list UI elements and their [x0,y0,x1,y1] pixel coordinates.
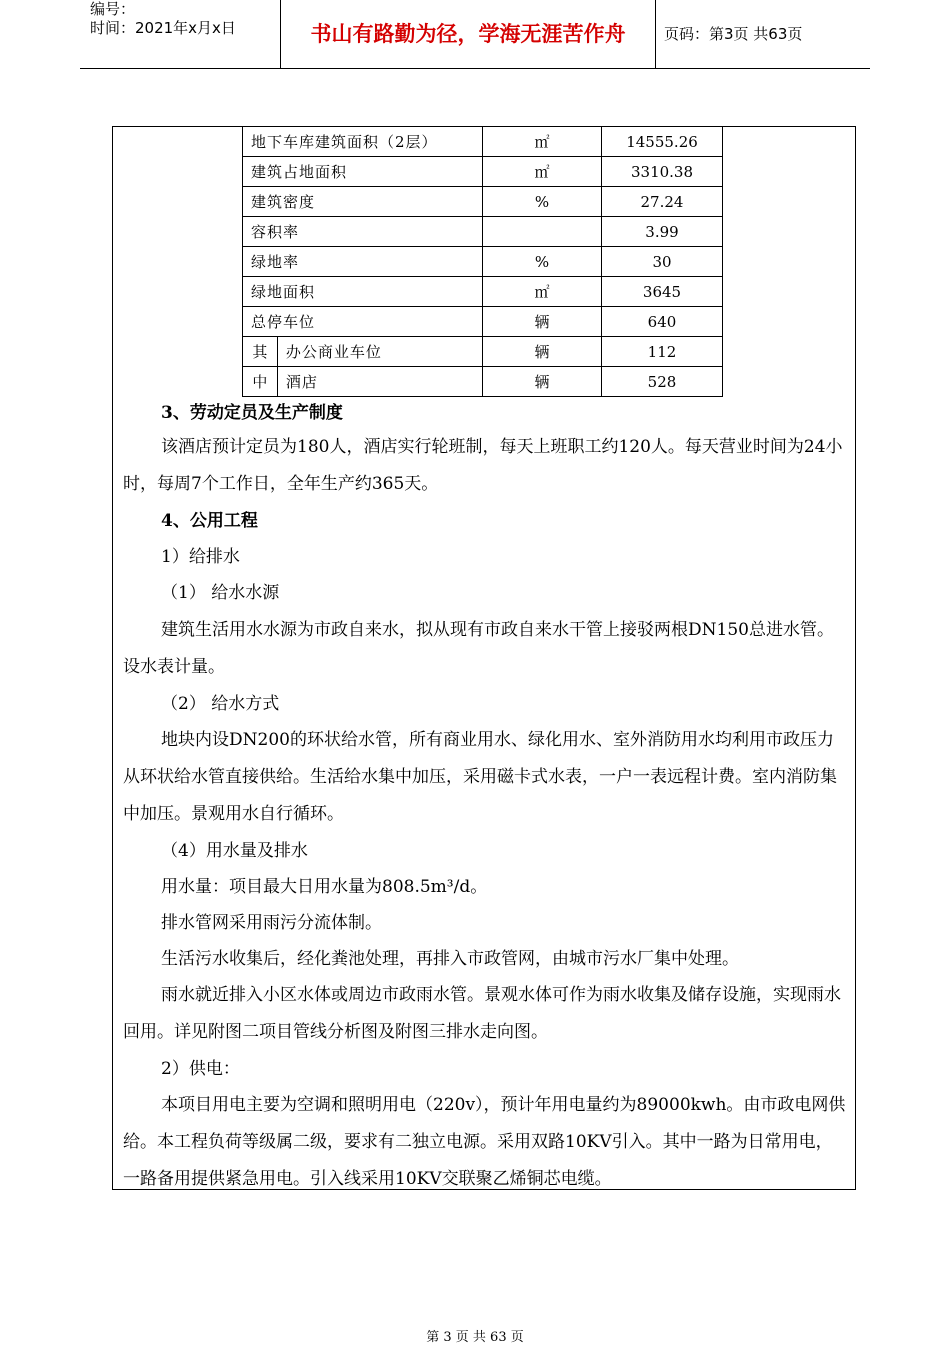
water-source-heading: （1） 给水水源 [161,583,280,603]
project-index-table [242,126,723,397]
doc-number-label: 编号： [90,0,136,18]
group-label-top: 其 [243,337,278,367]
sewage-paragraph: 生活污水收集后，经化粪池处理，再排入市政管网，由城市污水厂集中处理。 [161,949,739,969]
content-frame [112,126,856,1190]
table-row: 建筑密度 % 27.24 [243,187,723,217]
header-page-number: 页码：第3页 共63页 [664,25,803,43]
drainage-system-paragraph: 排水管网采用雨污分流体制。 [161,913,382,933]
power-paragraph: 本项目用电主要为空调和照明用电（220v），预计年用电量约为89000kwh。由市政电网供给。本工程负荷等级属二级，要求有二独立电源。采用双路10KV引入。其中一路为日常用电，一路备用提供紧急用电。引入线采用10KV交联聚乙烯铜芯电缆。 [123,1095,846,1189]
water-method-heading: （2） 给水方式 [161,694,280,714]
table-row: 其 办公商业车位 辆 112 [243,337,723,367]
page-footer: 第 3 页 共 63 页 [426,1330,524,1345]
table-row: 总停车位 辆 640 [243,307,723,337]
power-heading: 2）供电： [161,1059,240,1079]
table-row: 中 酒店 辆 528 [243,367,723,397]
table-row: 建筑占地面积 ㎡ 3310.38 [243,157,723,187]
body-text [123,397,848,1198]
table-row: 绿地率 % 30 [243,247,723,277]
water-usage-heading: （4）用水量及排水 [161,841,308,861]
table-row: 绿地面积 ㎡ 3645 [243,277,723,307]
section-4-heading: 4、公用工程 [161,511,258,531]
section-3-paragraph: 该酒店预计定员为180人，酒店实行轮班制，每天上班职工约120人。每天营业时间为24小时，每周7个工作日，全年生产约365天。 [123,437,843,494]
group-label-bottom: 中 [243,367,278,397]
header-meta [80,0,281,68]
page-header [80,0,870,69]
water-usage-paragraph: 用水量：项目最大日用水量为808.5m³/d。 [161,877,488,897]
rainwater-paragraph: 雨水就近排入小区水体或周边市政雨水管。景观水体可作为雨水收集及储存设施，实现雨水回用。详见附图二项目管线分析图及附图三排水走向图。 [123,985,841,1042]
table-row: 容积率 3.99 [243,217,723,247]
water-source-paragraph: 建筑生活用水水源为市政自来水，拟从现有市政自来水干管上接驳两根DN150总进水管。设水表计量。 [123,620,834,677]
table-row: 地下车库建筑面积（2层） ㎡ 14555.26 [243,127,723,157]
water-supply-heading: 1）给排水 [161,547,240,567]
section-3-heading: 3、劳动定员及生产制度 [161,403,343,423]
doc-time-label: 时间：2021年x月x日 [90,19,236,37]
header-motto: 书山有路勤为径，学海无涯苦作舟 [281,0,656,68]
water-method-paragraph: 地块内设DN200的环状给水管，所有商业用水、绿化用水、室外消防用水均利用市政压力从环状给水管直接供给。生活给水集中加压，采用磁卡式水表，一户一表远程计费。室内消防集中加压。景观用水自行循环。 [123,730,837,824]
